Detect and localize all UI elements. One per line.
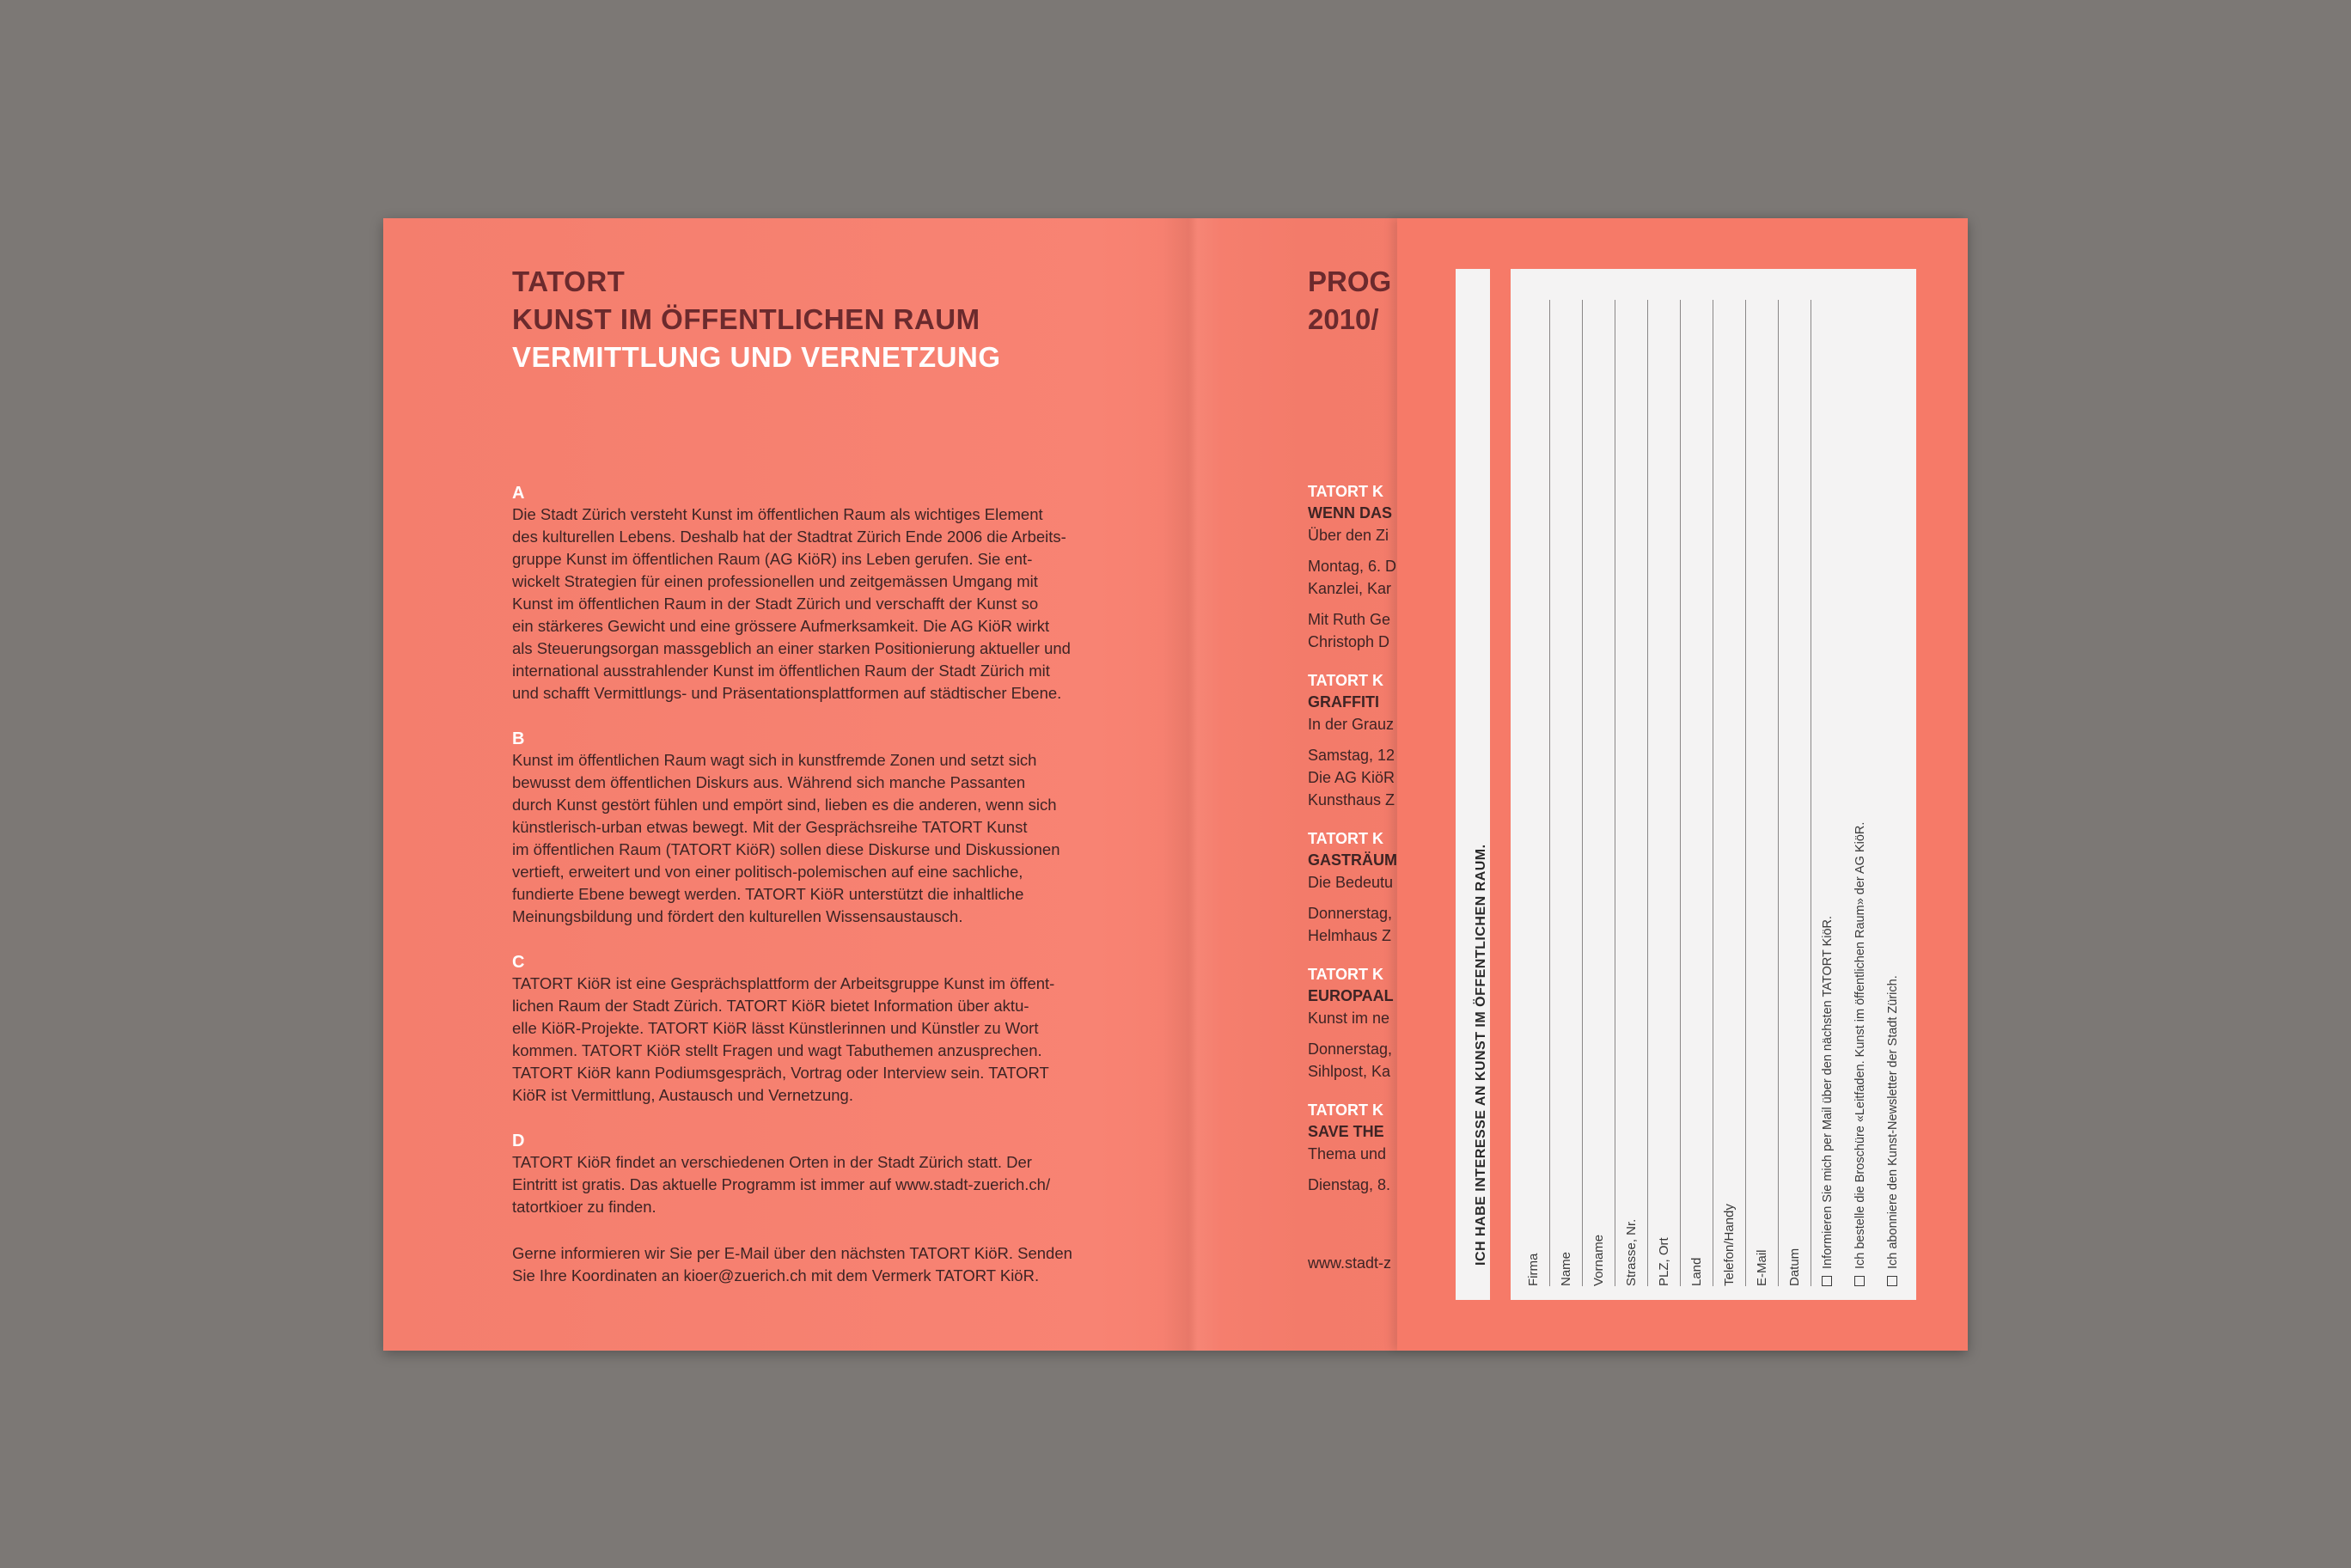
form-field-firma[interactable] [1517,300,1550,1286]
form-field-telefon[interactable] [1713,300,1746,1286]
event-desc: Die Bedeutu [1308,874,1394,891]
intro-column [512,483,1139,1287]
event-item [1308,828,1397,947]
event-title: EUROPAAL [1308,987,1394,1004]
form-field-vorname[interactable] [1583,300,1615,1286]
event-title: GRAFFITI [1308,693,1379,711]
field-label: E-Mail [1755,1249,1769,1286]
form-field-name[interactable] [1550,300,1583,1286]
event-place: Kanzlei, Kar [1308,580,1392,597]
event-date: Samstag, 12 [1308,747,1395,764]
field-label: PLZ, Ort [1657,1237,1671,1286]
event-title: GASTRÄUM [1308,851,1397,869]
event-title: WENN DAS [1308,504,1392,522]
event-item [1308,481,1397,653]
event-place: Sihlpost, Ka [1308,1063,1391,1080]
field-label: Datum [1787,1248,1802,1286]
title-line-1: TATORT [512,265,626,297]
event-date: Dienstag, 8. [1308,1176,1391,1193]
event-place: Kunsthaus Z [1308,791,1395,808]
checkbox-label: Ich bestelle die Broschüre «Leitfaden. Kunst im öffentlichen Raum» der AG KiöR. [1853,821,1867,1269]
reply-card-form [1511,269,1916,1300]
checkbox-square-icon[interactable] [1887,1276,1897,1286]
field-label: Vorname [1591,1234,1606,1286]
program-title-line-2: 2010/ [1308,303,1379,335]
event-desc: Thema und [1308,1145,1387,1162]
form-field-strasse[interactable] [1615,300,1648,1286]
page-title [512,263,1001,376]
form-field-plz-ort[interactable] [1648,300,1681,1286]
form-field-datum[interactable] [1779,300,1811,1286]
checkbox-square-icon[interactable] [1854,1276,1865,1286]
event-date: Montag, 6. D [1308,558,1397,575]
website-link: www.stadt-z [1308,1254,1392,1272]
section-b [512,729,1139,928]
event-item [1308,964,1397,1083]
contact-note: Gerne informieren wir Sie per E-Mail über den nächsten TATORT KiöR. Senden Sie Ihre Koordinaten an kioer@zuerich.ch mit dem Vermerk TATORT KiöR. [512,1244,1072,1284]
checkbox-next-event[interactable] [1815,771,1841,1286]
event-series: TATORT K [1308,830,1383,847]
event-list [1308,481,1397,1213]
program-title [1308,263,1397,339]
checkbox-label: Informieren Sie mich per Mail über den nächsten TATORT KiöR. [1821,915,1835,1269]
event-title: SAVE THE [1308,1123,1384,1140]
field-label: Telefon/Handy [1722,1204,1737,1286]
event-desc: In der Grauz [1308,716,1395,733]
checkbox-square-icon[interactable] [1822,1276,1832,1286]
event-guests: Christoph D [1308,633,1390,650]
event-info: Die AG KiöR [1308,769,1395,786]
event-place: Helmhaus Z [1308,927,1392,944]
event-date: Donnerstag, [1308,905,1393,922]
field-label: Land [1689,1257,1704,1286]
checkbox-brochure[interactable] [1847,771,1873,1286]
section-a [512,483,1139,705]
form-field-land[interactable] [1681,300,1713,1286]
section-d [512,1131,1139,1218]
field-label: Name [1559,1251,1573,1286]
program-title-line-1: PROG [1308,265,1392,297]
section-letter: D [512,1132,525,1150]
field-label: Firma [1526,1253,1541,1286]
event-guests: Mit Ruth Ge [1308,611,1391,628]
event-item [1308,670,1397,811]
event-date: Donnerstag, [1308,1040,1393,1058]
checkbox-newsletter[interactable] [1880,771,1906,1286]
event-item [1308,1100,1397,1196]
page-subtitle: VERMITTLUNG UND VERNETZUNG [512,341,1001,373]
section-text: Kunst im öffentlichen Raum wagt sich in kunstfremde Zonen und setzt sich bewusst dem öffentlichen Diskurs aus. Während sich manche Passanten durch Kunst gestört fühlen und empört sind, lieben es die anderen, wenn sich künstlerisch-urban etwas bewegt. Mit der Gesprächsreihe TATORT Kunst im öffentlichen Raum (TATORT KiöR) sollen diese Diskurse und Diskussionen vertieft, erweitert und von einer politisch-polemischen auf eine sachliche, fundierte Ebene bewegt werden. TATORT KiöR unterstützt die inhaltliche Meinungsbildung und fördert den kulturellen Wissensaustausch. [512,751,1060,925]
section-letter: B [512,729,525,748]
field-label: Strasse, Nr. [1624,1218,1639,1286]
checkbox-label: Ich abonniere den Kunst-Newsletter der Stadt Zürich. [1886,975,1900,1269]
reply-card-heading: ICH HABE INTERESSE AN KUNST IM ÖFFENTLICHEN RAUM. [1474,844,1488,1266]
section-text: TATORT KiöR findet an verschiedenen Orten in der Stadt Zürich statt. Der Eintritt ist gratis. Das aktuelle Programm ist immer auf www.stadt-zuerich.ch/ tatortkioer zu finden. [512,1153,1051,1216]
title-line-2: KUNST IM ÖFFENTLICHEN RAUM [512,303,980,335]
event-desc: Über den Zi [1308,527,1389,544]
reply-card-heading-strip [1456,269,1490,1300]
section-letter: A [512,484,525,503]
section-c [512,952,1139,1107]
form-field-email[interactable] [1746,300,1779,1286]
section-text: TATORT KiöR ist eine Gesprächsplattform der Arbeitsgruppe Kunst im öffent- lichen Raum der Stadt Zürich. TATORT KiöR bietet Information über aktu- elle KiöR-Projekte. TATORT KiöR lässt Künstlerinnen und Künstler zu Wort kommen. TATORT KiöR stellt Fragen und wagt Tabuthemen anzusprechen. TATORT KiöR kann Podiumsgespräch, Vortrag oder Interview sein. TATORT KiöR ist Vermittlung, Austausch und Vernetzung. [512,974,1055,1104]
event-series: TATORT K [1308,672,1383,689]
event-series: TATORT K [1308,483,1383,500]
event-desc: Kunst im ne [1308,1010,1390,1027]
event-series: TATORT K [1308,966,1383,983]
section-text: Die Stadt Zürich versteht Kunst im öffentlichen Raum als wichtiges Element des kulturellen Lebens. Deshalb hat der Stadtrat Zürich Ende 2006 die Arbeits- gruppe Kunst im öffentlichen Raum (AG KiöR) ins Leben gerufen. Sie ent- wickelt Strategien für einen professionellen und zeitgemässen Umgang mit Kunst im öffentlichen Raum in der Stadt Zürich und verschafft der Kunst so ein stärkeres Gewicht und eine grössere Aufmerksamkeit. Die AG KiöR wirkt als Steuerungsorgan massgeblich an einer starken Positionierung aktueller und international ausstrahlender Kunst im öffentlichen Raum der Stadt Zürich mit und schafft Vermittlungs- und Präsentationsplattformen auf städtischer Ebene. [512,505,1071,702]
event-series: TATORT K [1308,1101,1383,1119]
section-letter: C [512,953,525,972]
